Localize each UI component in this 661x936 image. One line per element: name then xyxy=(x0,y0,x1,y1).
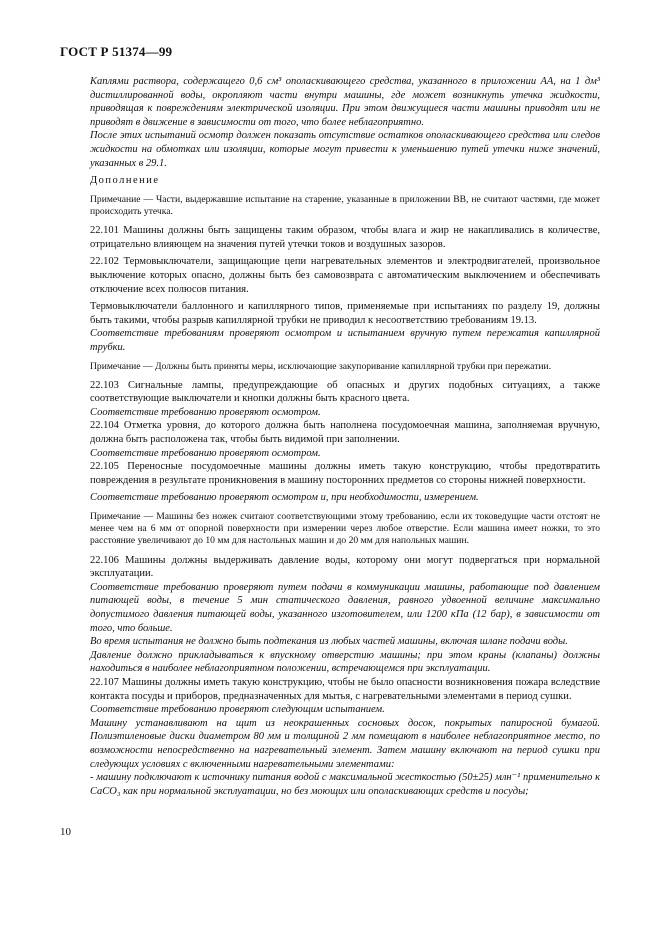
paragraph: Соответствие требованиям проверяют осмотром и испытанием вручную путем пережатия капиллярной трубки. xyxy=(90,328,600,353)
paragraph: Каплями раствора, содержащего 0,6 см³ ополаскивающего средства, указанного в приложении АА, на 1 дм³ дистиллированной воды, окропляют части внутри машины, где может возникнуть утечка жидкости, приводящая к повреждениям электрической изоляции. При этом движущиеся части машины приводят или не приводят в движение в зависимости от того, что более неблагоприятно. xyxy=(90,76,600,128)
paragraph: - машину подключают к источнику питания водой с максимальной жесткостью (50±25) млн⁻¹ применительно к CaCO₃ как при нормальной эксплуатации, но без моющих или ополаскивающих средств и посуды; xyxy=(90,772,600,797)
paragraph: Давление должно прикладываться к впускному отверстию машины; при этом краны (клапаны) должны находиться в наиболее неблагоприятном положении, встречающемся при эксплуатации. xyxy=(90,649,600,675)
paragraph: 22.103 Сигнальные лампы, предупреждающие об опасных и других подобных ситуациях, а также соответствующие выключатели и кнопки должны быть красного цвета. xyxy=(90,379,600,405)
paragraph: Термовыключатели баллонного и капиллярного типов, применяемые при испытаниях по разделу 19, должны быть такими, чтобы разрыв капиллярной трубки не приводил к несоответствию требованиям 19.13. xyxy=(90,301,600,326)
paragraph: 22.107 Машины должны иметь такую конструкцию, чтобы не было опасности возникновения пожара вследствие контакта посуды и приборов, предназначенных для мытья, с нагревательными элементами в период сушки. xyxy=(90,677,600,702)
paragraph: 22.101 Машины должны быть защищены таким образом, чтобы влага и жир не накапливались в количестве, отрицательно влияющем на значения путей утечки токов и воздушных зазоров. xyxy=(90,225,600,250)
paragraph: Соответствие требованию проверяют осмотром. xyxy=(90,447,321,459)
note: Примечание — Части, выдержавшие испытание на старение, указанные в приложении ВВ, не считают частями, где может происходить утечка. xyxy=(90,193,600,217)
paragraph: Машину устанавливают на щит из неокрашенных сосновых досок, покрытых папиросной бумагой. Полиэтиленовые диски диаметром 80 мм и толщиной 2 мм помещают в наиболее неблагоприятное место, по возможности непосредственно на нагревательный элемент. Затем машину включают на период сушки при следующих условиях с включенными нагревательными элементами: xyxy=(90,717,600,770)
note: Примечание — Должны быть приняты меры, исключающие закупоривание капиллярной трубки при пережатии. xyxy=(90,360,552,372)
paragraph: 22.105 Переносные посудомоечные машины должны иметь такую конструкцию, чтобы предотвратить повреждения в результате проникновения в машину посторонних предметов со стороны нижней поверхности. xyxy=(90,461,600,486)
section-label: Дополнение xyxy=(90,175,160,187)
paragraph: Соответствие требованию проверяют следующим испытанием. xyxy=(90,704,385,716)
paragraph: Соответствие требованию проверяют осмотром. xyxy=(90,406,321,418)
note: Примечание — Машины без ножек считают соответствующими этому требованию, если их токоведущие части отстоят не менее чем на 6 мм от опорной поверхности при измерении через любое отверстие. Если машина имеет ножки, то это расстояние увеличивают до 10 мм для настольных машин и до 20 мм для напольных машин. xyxy=(90,511,600,547)
paragraph: 22.104 Отметка уровня, до которого должна быть наполнена посудомоечная машина, заполняемая вручную, должна быть расположена так, чтобы быть видимой при заполнении. xyxy=(90,420,600,446)
page-number: 10 xyxy=(60,826,71,838)
paragraph: 22.106 Машины должны выдерживать давление воды, которому они могут подвергаться при нормальной эксплуатации. xyxy=(90,554,600,580)
document-code-header: ГОСТ Р 51374—99 xyxy=(60,44,173,59)
paragraph: 22.102 Термовыключатели, защищающие цепи нагревательных элементов и электродвигателей, произвольное выключение которых опасно, должны быть без самовозврата с автоматическим выключением и обеспечивать отключение всех полюсов питания. xyxy=(90,256,600,295)
paragraph: Во время испытания не должно быть подтекания из любых частей машины, включая шланг подачи воды. xyxy=(90,636,568,648)
document-body xyxy=(90,75,600,798)
paragraph: Соответствие требованию проверяют осмотром и, при необходимости, измерением. xyxy=(90,492,479,504)
paragraph: После этих испытаний осмотр должен показать отсутствие остатков ополаскивающего средства или следов жидкости на обмотках или изоляции, которые могут привести к уменьшению путей утечки ниже значений, указанных в 29.1. xyxy=(90,130,600,169)
paragraph: Соответствие требованию проверяют путем подачи в коммуникации машины, работающие под давлением питающей воды, в течение 5 мин статического давления, равного удвоенной величине максимально допустимого давления питающей воды, указанного изготовителем, или 1200 кПа (12 бар), в зависимости от того, что больше. xyxy=(90,581,600,634)
